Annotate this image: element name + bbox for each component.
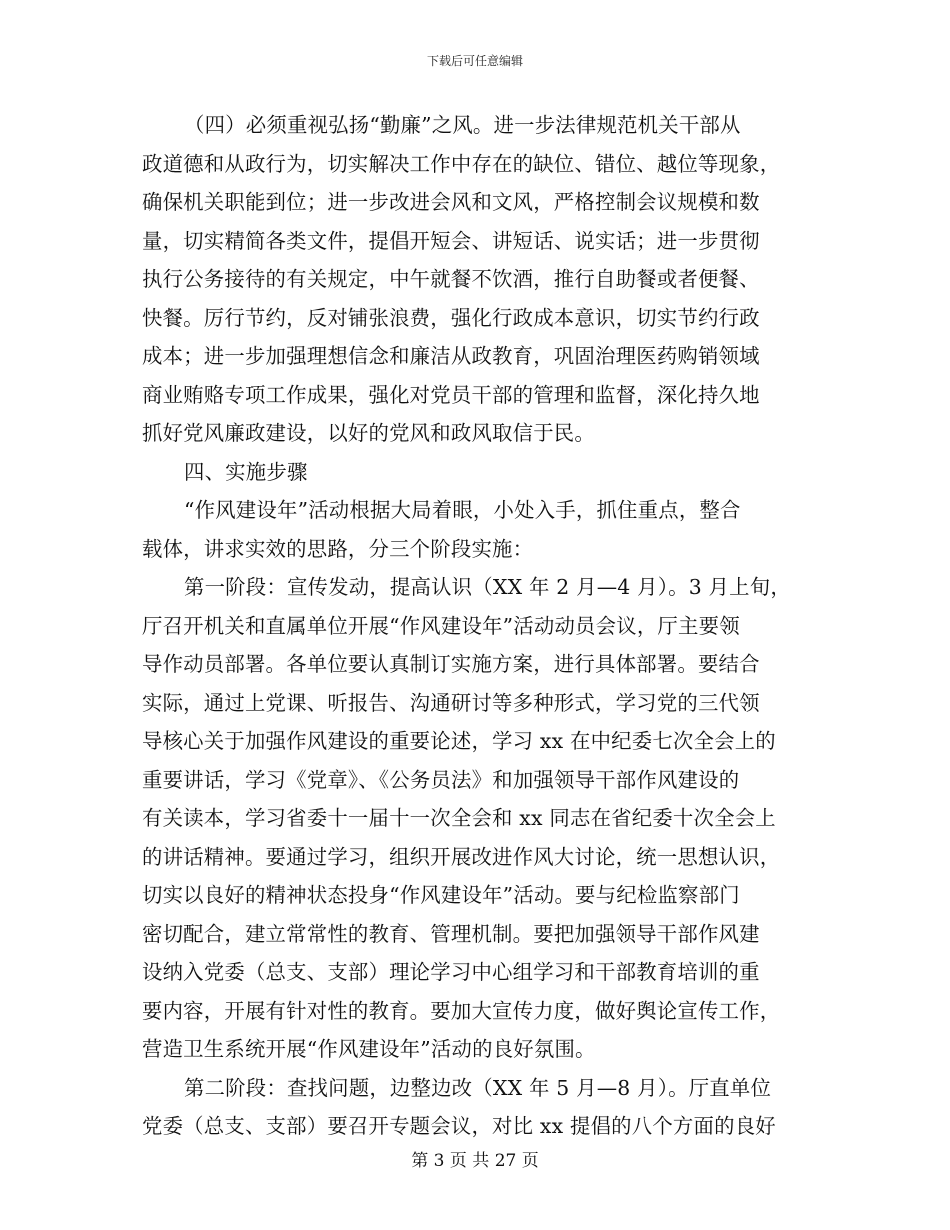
text-line: 有关读本，学习省委十一届十一次全会和 xx 同志在省纪委十次全会上 (142, 806, 776, 830)
text-line: 四、实施步骤 (184, 459, 308, 484)
text-line: 快餐。厉行节约，反对铺张浪费，强化行政成本意识，切实节约行政 (142, 305, 760, 330)
text-line: 执行公务接待的有关规定，中午就餐不饮酒，推行自助餐或者便餐、 (142, 267, 760, 291)
text-line: 确保机关职能到位；进一步改进会风和文风，严格控制会议规模和数 (142, 190, 760, 214)
text-line: “作风建设年”活动根据大局着眼，小处入手，抓住重点，整合 (184, 498, 741, 522)
text-line: 第二阶段：查找问题，边整边改（XX 年 5 月—8 月）。厅直单位 (184, 1075, 772, 1100)
text-line: 抓好党风廉政建设，以好的党风和政风取信于民。 (142, 421, 595, 445)
text-line: 量，切实精简各类文件，提倡开短会、讲短话、说实话；进一步贯彻 (142, 228, 760, 253)
text-line: 党委（总支、支部）要召开专题会议，对比 xx 提倡的八个方面的良好 (142, 1114, 776, 1138)
text-line: 厅召开机关和直属单位开展“作风建设年”活动动员会议，厅主要领 (142, 613, 740, 638)
text-line: 导核心关于加强作风建设的重要论述，学习 xx 在中纪委七次全会上的 (142, 729, 776, 753)
text-line: 第一阶段：宣传发动，提高认识（XX 年 2 月—4 月）。3 月上旬， (184, 575, 791, 599)
text-line: 成本；进一步加强理想信念和廉洁从政教育，巩固治理医药购销领域 (142, 344, 760, 368)
text-line: 商业贿赂专项工作成果，强化对党员干部的管理和监督，深化持久地 (142, 382, 760, 407)
text-line: 导作动员部署。各单位要认真制订实施方案，进行具体部署。要结合 (142, 652, 760, 676)
text-line: 载体，讲求实效的思路，分三个阶段实施： (142, 536, 534, 561)
text-line: 密切配合，建立常常性的教育、管理机制。要把加强领导干部作风建 (142, 921, 760, 946)
text-line: 设纳入党委（总支、支部）理论学习中心组学习和干部教育培训的重 (142, 960, 760, 984)
text-line: 的讲话精神。要通过学习，组织开展改进作风大讨论，统一思想认识， (142, 844, 781, 869)
text-line: 政道德和从政行为，切实解决工作中存在的缺位、错位、越位等现象， (142, 151, 781, 176)
page-footer: 第 3 页 共 27 页 (411, 1151, 539, 1171)
text-line: 要内容，开展有针对性的教育。要加大宣传力度，做好舆论宣传工作， (142, 998, 781, 1023)
text-line: 切实以良好的精神状态投身“作风建设年”活动。要与纪检监察部门 (142, 883, 740, 907)
text-line: 营造卫生系统开展“作风建设年”活动的良好氛围。 (142, 1037, 596, 1061)
page-header: 下载后可任意编辑 (426, 54, 523, 68)
text-line: 实际，通过上党课、听报告、沟通研讨等多种形式，学习党的三代领 (142, 690, 760, 715)
text-line: （四）必须重视弘扬“勤廉”之风。进一步法律规范机关干部从 (184, 113, 741, 137)
text-line: 重要讲话，学习《党章》、《公务员法》和加强领导干部作风建设的 (142, 767, 740, 792)
document-body (142, 106, 807, 1146)
